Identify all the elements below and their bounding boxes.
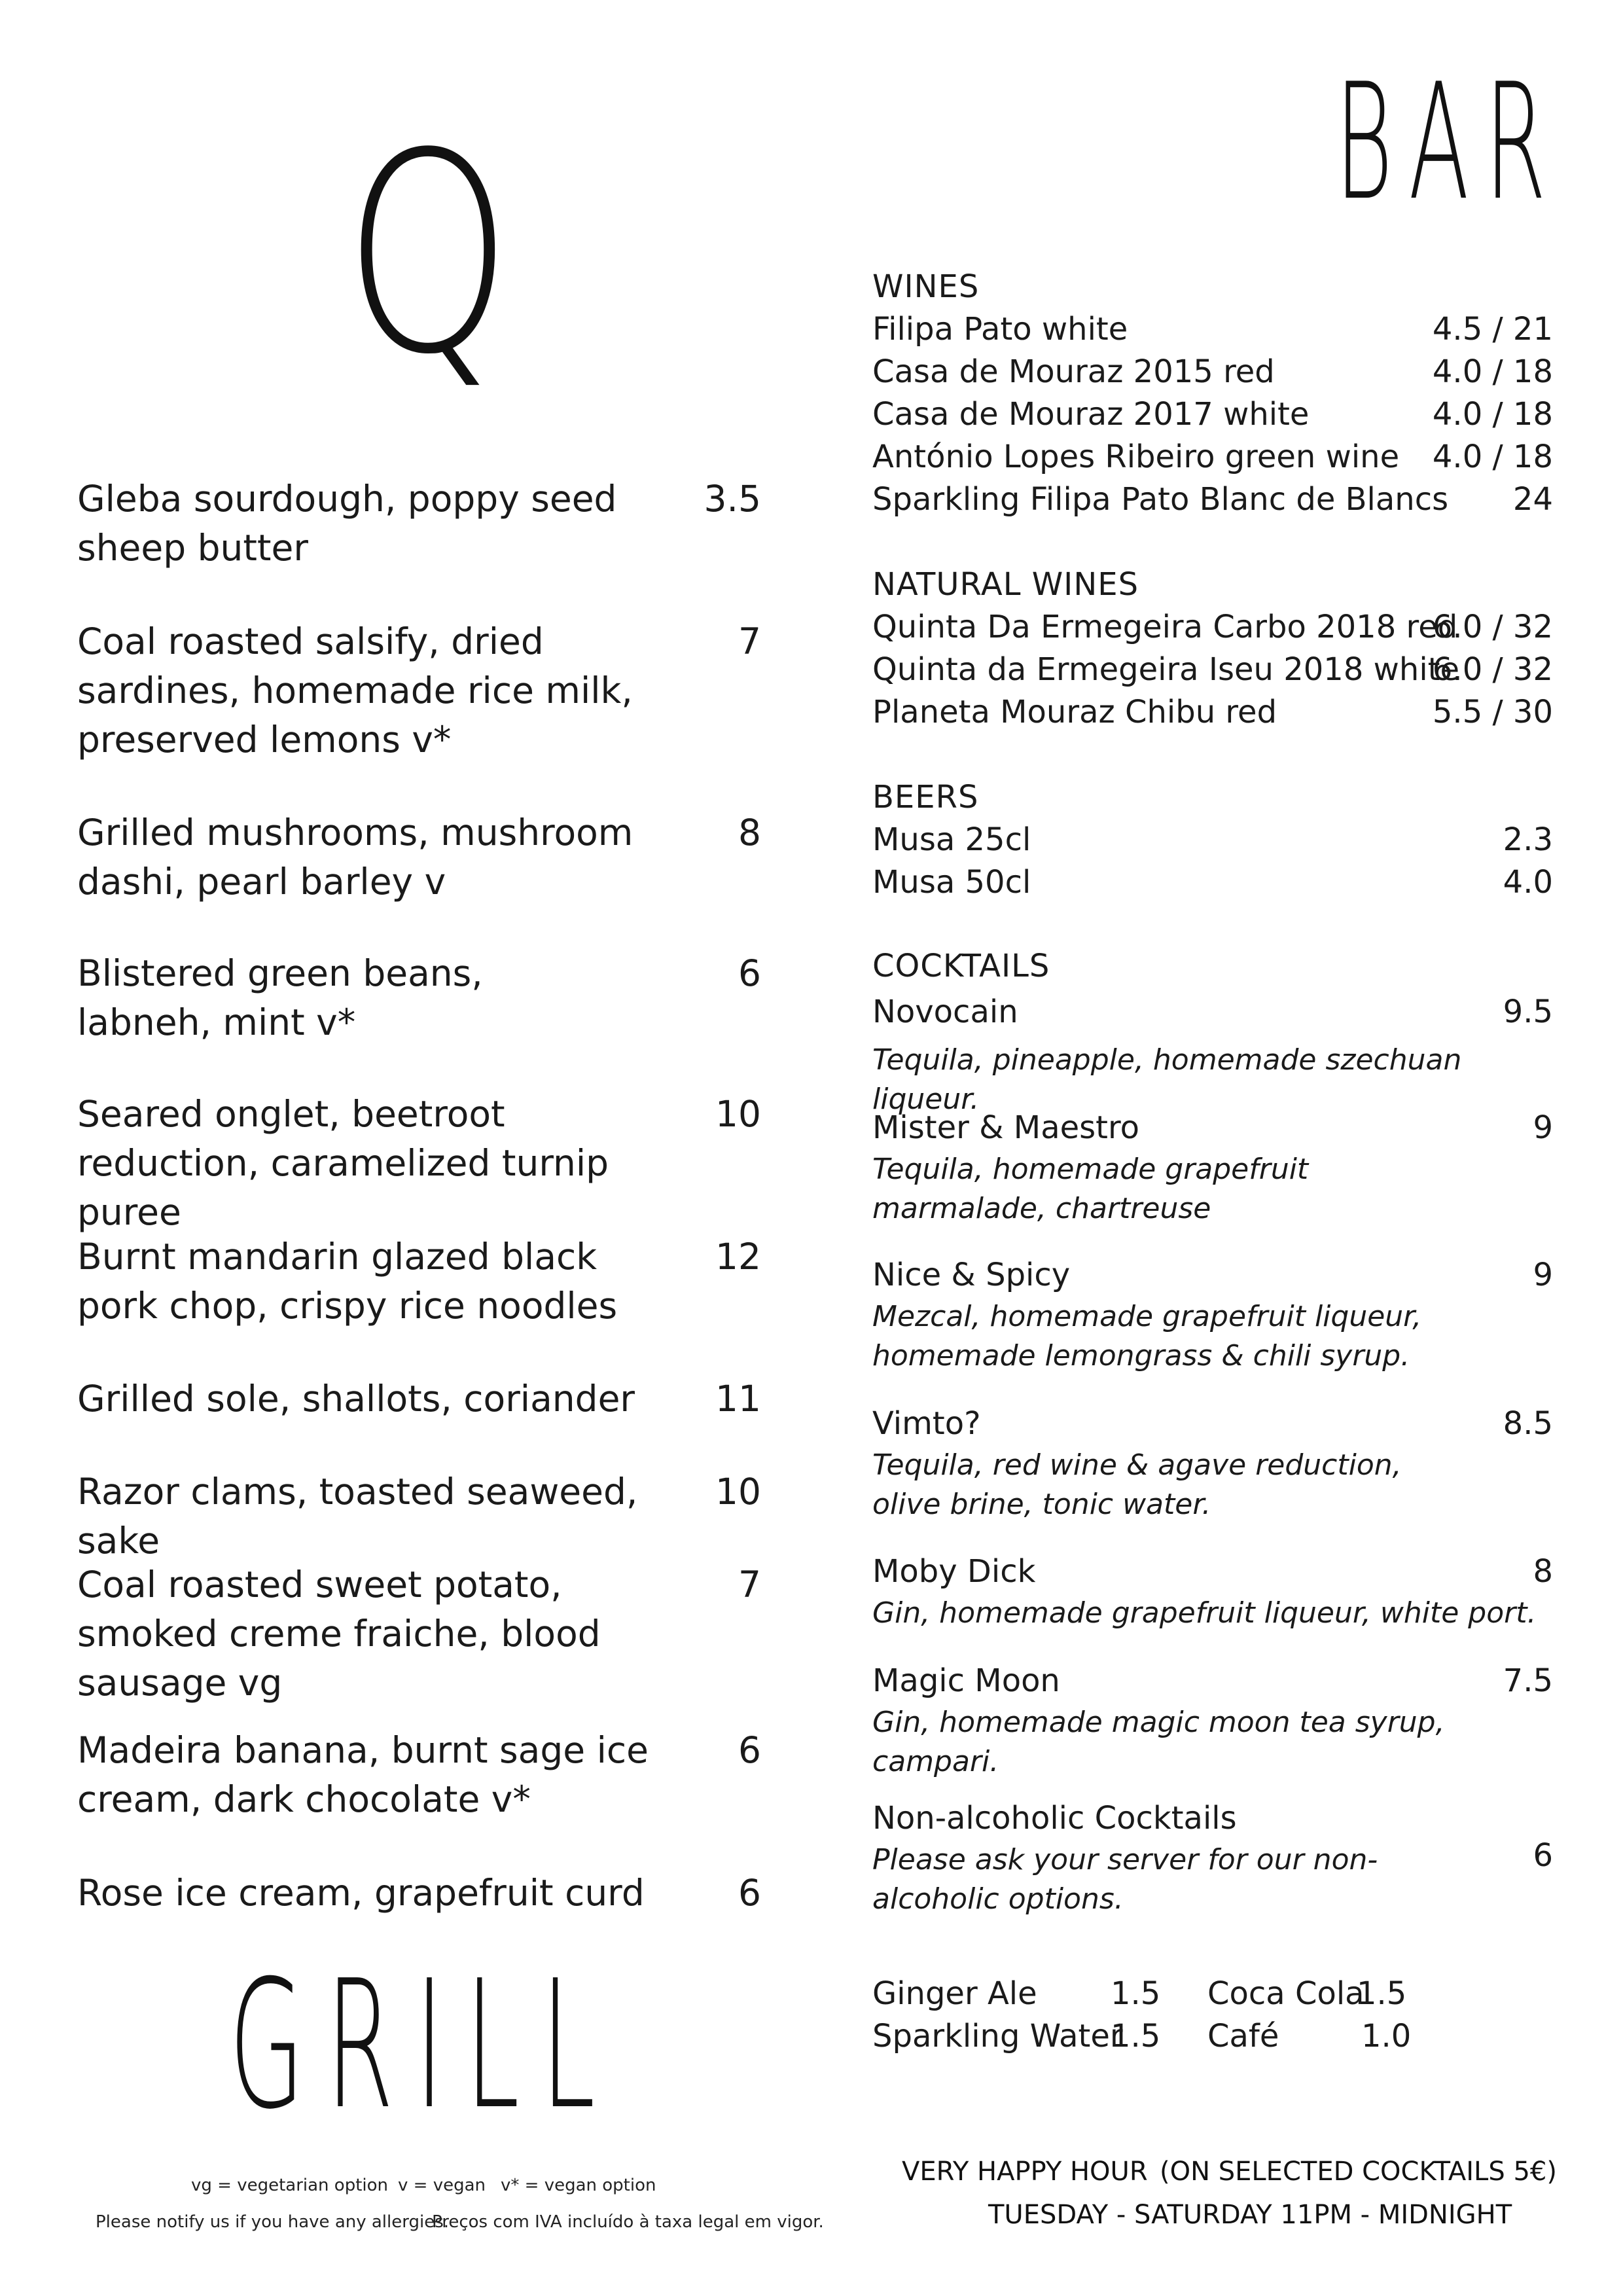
wine-item (872, 478, 1553, 521)
cocktail-description: Gin, homemade grapefruit liqueur, white port. (872, 1596, 1537, 1630)
natural-wine-price: 5.5 / 30 (1432, 694, 1553, 730)
wine-price: 4.0 / 18 (1432, 439, 1553, 475)
natural-wine-item (872, 605, 1553, 649)
legend-vegan: v = vegan (398, 2176, 486, 2195)
natural-wines-heading: NATURAL WINES (872, 566, 1139, 603)
cocktail-item (872, 1106, 1553, 1149)
cocktail-name: Magic Moon (872, 1662, 1060, 1699)
cocktail-description: Gin, homemade magic moon tea syrup, campari. (872, 1706, 1445, 1778)
wine-price: 4.0 / 18 (1432, 353, 1553, 390)
food-item (77, 1232, 761, 1331)
soft-drink-name: Café (1207, 2018, 1279, 2054)
wine-price: 4.0 / 18 (1432, 396, 1553, 433)
legend-vegan-option: v* = vegan option (501, 2176, 656, 2195)
food-item-price: 7 (738, 620, 761, 662)
food-item (77, 1726, 761, 1824)
cocktail-price: 8 (1533, 1553, 1553, 1590)
food-item (77, 1560, 761, 1708)
soft-drink-name: Sparkling Water (872, 2018, 1123, 2054)
beers-heading: BEERS (872, 779, 979, 816)
wine-price: 4.5 / 21 (1432, 311, 1553, 348)
wine-item (872, 393, 1553, 436)
natural-wine-item (872, 648, 1553, 691)
food-item-price: 7 (738, 1564, 761, 1605)
wine-item (872, 350, 1553, 393)
cocktail-price: 9.5 (1503, 994, 1553, 1030)
food-item-name: Gleba sourdough, poppy seed sheep butter (77, 478, 617, 569)
food-item (77, 617, 761, 764)
wine-price: 24 (1512, 481, 1553, 518)
beer-item (872, 861, 1553, 904)
food-item-price: 10 (715, 1093, 761, 1135)
cocktail-description: Mezcal, homemade grapefruit liqueur, homemade lemongrass & chili syrup. (872, 1300, 1422, 1372)
cocktail-item (872, 990, 1553, 1033)
soft-drink-price: 1.0 (1361, 2018, 1412, 2054)
cocktail-price: 7.5 (1503, 1662, 1553, 1699)
natural-wine-price: 6.0 / 32 (1432, 651, 1553, 688)
food-item-name: Madeira banana, burnt sage ice cream, dark chocolate v* (77, 1729, 649, 1820)
wine-name: António Lopes Ribeiro green wine (872, 439, 1400, 475)
allergy-notice: Please notify us if you have any allergies. (96, 2212, 450, 2232)
food-item-price: 6 (738, 1729, 761, 1771)
natural-wine-price: 6.0 / 32 (1432, 609, 1553, 645)
legend-vegetarian: vg = vegetarian option (191, 2176, 389, 2195)
soft-drink-price: 1.5 (1111, 1975, 1161, 2012)
beer-price: 2.3 (1503, 821, 1553, 858)
food-item-name: Rose ice cream, grapefruit curd (77, 1872, 645, 1914)
beer-item (872, 818, 1553, 861)
cocktail-name: Moby Dick (872, 1553, 1036, 1590)
cocktail-price: 9 (1533, 1109, 1553, 1146)
non-alcoholic-item (872, 1797, 1553, 1840)
non-alcoholic-price: 6 (1533, 1837, 1553, 1874)
food-item (77, 808, 761, 906)
cocktail-item (872, 1253, 1553, 1297)
natural-wine-name: Planeta Mouraz Chibu red (872, 694, 1277, 730)
wine-item (872, 435, 1553, 478)
logo-q: Q (344, 95, 512, 415)
cocktail-item (872, 1659, 1553, 1702)
wine-name: Casa de Mouraz 2017 white (872, 396, 1310, 433)
natural-wine-name: Quinta da Ermegeira Iseu 2018 white (872, 651, 1459, 688)
food-item-name: Coal roasted salsify, dried sardines, homemade rice milk, preserved lemons v* (77, 620, 633, 761)
food-item-name: Blistered green beans, labneh, mint v* (77, 952, 483, 1043)
non-alcoholic-description: Please ask your server for our non-alcoholic options. (872, 1843, 1378, 1916)
food-item-price: 3.5 (704, 478, 761, 520)
cocktail-description: Tequila, red wine & agave reduction, olive brine, tonic water. (872, 1448, 1402, 1521)
cocktail-name: Mister & Maestro (872, 1109, 1140, 1146)
food-item-name: Grilled sole, shallots, coriander (77, 1378, 635, 1420)
cocktail-item (872, 1402, 1553, 1445)
food-item (77, 1090, 761, 1237)
wine-name: Filipa Pato white (872, 311, 1128, 348)
cocktail-item (872, 1550, 1553, 1593)
food-item-price: 8 (738, 812, 761, 853)
soft-drink-price: 1.5 (1357, 1975, 1407, 2012)
beer-price: 4.0 (1503, 864, 1553, 901)
section-title-bar: BAR (1335, 49, 1562, 236)
food-item (77, 1869, 761, 1918)
soft-drink-name: Coca Cola (1207, 1975, 1364, 2012)
food-item-name: Coal roasted sweet potato, smoked creme fraiche, blood sausage vg (77, 1564, 601, 1704)
food-item (77, 475, 761, 573)
food-item-price: 6 (738, 1872, 761, 1914)
food-item-name: Razor clams, toasted seaweed, sake (77, 1471, 638, 1562)
beer-name: Musa 50cl (872, 864, 1031, 901)
beer-name: Musa 25cl (872, 821, 1031, 858)
food-item (77, 949, 761, 1047)
food-item-name: Seared onglet, beetroot reduction, caramelized turnip puree (77, 1093, 609, 1233)
natural-wine-name: Quinta Da Ermegeira Carbo 2018 red (872, 609, 1458, 645)
wines-heading: WINES (872, 268, 980, 305)
food-item-price: 11 (715, 1378, 761, 1420)
happy-hour-title: VERY HAPPY HOUR (902, 2157, 1148, 2187)
happy-hour-note: (ON SELECTED COCKTAILS 5€) (1160, 2157, 1557, 2187)
wine-name: Casa de Mouraz 2015 red (872, 353, 1275, 390)
cocktail-description: Tequila, homemade grapefruit marmalade, chartreuse (872, 1153, 1309, 1225)
cocktail-price: 9 (1533, 1257, 1553, 1293)
cocktail-price: 8.5 (1503, 1405, 1553, 1442)
happy-hour-times: TUESDAY - SATURDAY 11PM - MIDNIGHT (988, 2200, 1512, 2230)
cocktail-name: Novocain (872, 994, 1018, 1030)
tax-notice: Preços com IVA incluído à taxa legal em vigor. (432, 2212, 824, 2232)
cocktail-name: Nice & Spicy (872, 1257, 1071, 1293)
food-item-price: 6 (738, 952, 761, 994)
food-item-price: 12 (715, 1236, 761, 1278)
section-title-grill: GRILL (229, 1942, 617, 2148)
wine-item (872, 308, 1553, 351)
cocktail-name: Vimto? (872, 1405, 981, 1442)
food-item-name: Burnt mandarin glazed black pork chop, crispy rice noodles (77, 1236, 618, 1327)
cocktail-description: Tequila, pineapple, homemade szechuan liqueur. (872, 1043, 1462, 1116)
food-item (77, 1467, 761, 1566)
natural-wine-item (872, 691, 1553, 734)
soft-drink-name: Ginger Ale (872, 1975, 1037, 2012)
food-item-price: 10 (715, 1471, 761, 1513)
cocktails-heading: COCKTAILS (872, 948, 1050, 984)
wine-name: Sparkling Filipa Pato Blanc de Blancs (872, 481, 1449, 518)
non-alcoholic-name: Non-alcoholic Cocktails (872, 1800, 1237, 1837)
food-item (77, 1374, 761, 1424)
soft-drink-price: 1.5 (1111, 2018, 1161, 2054)
food-item-name: Grilled mushrooms, mushroom dashi, pearl barley v (77, 812, 633, 903)
